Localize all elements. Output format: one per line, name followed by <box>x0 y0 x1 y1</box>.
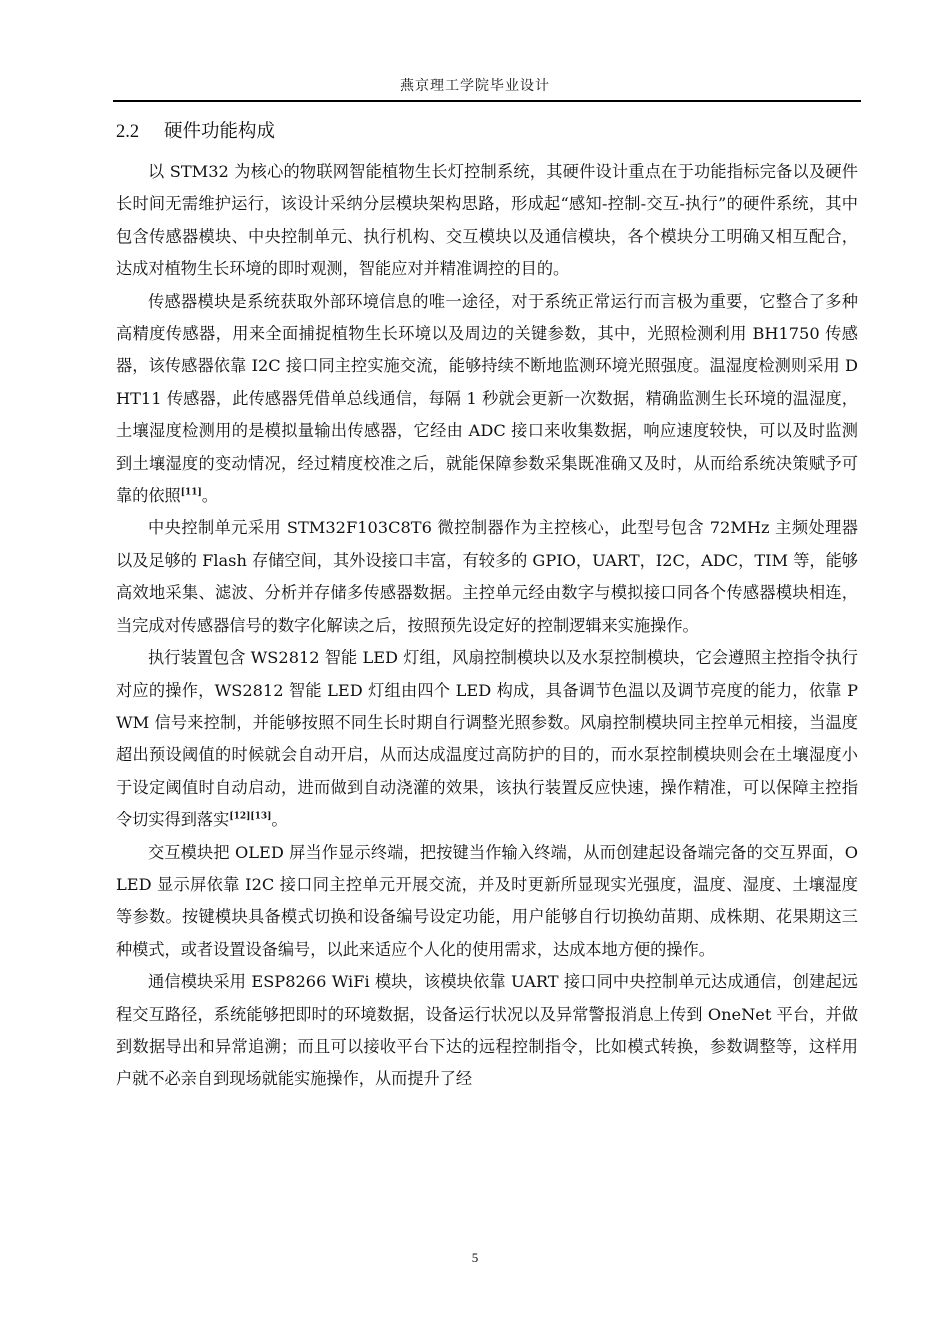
citation-ref: [12][13] <box>229 811 272 822</box>
section-heading <box>116 118 275 146</box>
header-rule <box>113 100 861 102</box>
paragraph-communication-module: 通信模块采用 ESP8266 WiFi 模块，该模块依靠 UART 接口同中央控制单元达成通信，创建起远程交互路径，系统能够把即时的环境数据，设备运行状况以及异常警报消息上传到 OneNet 平台，并做到数据导出和异常追溯；而且可以接收平台下达的远程控制指令，比如模式转换，参数调整等，这样用户就不必亲自到现场就能实施操作，从而提升了经 <box>116 972 858 1089</box>
body-text <box>116 156 858 1096</box>
paragraph-end: 。 <box>201 486 218 506</box>
section-number: 2.2 <box>116 122 140 142</box>
paragraph-text: 执行装置包含 WS2812 智能 LED 灯组，风扇控制模块以及水泵控制模块，它会遵照主控指令执行对应的操作，WS2812 智能 LED 灯组由四个 LED 构成，具备调节色温以及调节亮度的能力，依靠 PWM 信号来控制，并能够按照不同生长时期自行调整光照参数。风扇控制模块同主控单元相接，当温度超出预设阈值的时候就会自动开启，从而达成温度过高防护的目的，而水泵控制模块则会在土壤湿度小于设定阈值时自动启动，进而做到自动浇灌的效果，该执行装置反应快速，操作精准，可以保障主控指令切实得到落实 <box>116 648 858 830</box>
paragraph-sensor-module <box>116 286 858 513</box>
paragraph-end: 。 <box>271 810 288 830</box>
running-header: 燕京理工学院毕业设计 <box>400 78 550 94</box>
paragraph-overview: 以 STM32 为核心的物联网智能植物生长灯控制系统，其硬件设计重点在于功能指标完备以及硬件长时间无需维护运行，该设计采纳分层模块架构思路，形成起“感知-控制-交互-执行”的硬件系统，其中包含传感器模块、中央控制单元、执行机构、交互模块以及通信模块，各个模块分工明确又相互配合，达成对植物生长环境的即时观测，智能应对并精准调控的目的。 <box>116 162 858 279</box>
paragraph-text: 传感器模块是系统获取外部环境信息的唯一途径，对于系统正常运行而言极为重要，它整合了多种高精度传感器，用来全面捕捉植物生长环境以及周边的关键参数，其中，光照检测利用 BH1750 传感器，该传感器依靠 I2C 接口同主控实施交流，能够持续不断地监测环境光照强度。温湿度检测则采用 DHT11 传感器，此传感器凭借单总线通信，每隔 1 秒就会更新一次数据，精确监测生长环境的温湿度，土壤湿度检测用的是模拟量输出传感器，它经由 ADC 接口来收集数据，响应速度较快，可以及时监测到土壤湿度的变动情况，经过精度校准之后，就能保障参数采集既准确又及时，从而给系统决策赋予可靠的依照 <box>116 291 858 506</box>
paragraph-control-unit: 中央控制单元采用 STM32F103C8T6 微控制器作为主控核心，此型号包含 72MHz 主频处理器以及足够的 Flash 存储空间，其外设接口丰富，有较多的 GPIO，UART，I2C，ADC，TIM 等，能够高效地采集、滤波、分析并存储多传感器数据。主控单元经由数字与模拟接口同各个传感器模块相连，当完成对传感器信号的数字化解读之后，按照预先设定好的控制逻辑来实施操作。 <box>116 518 858 635</box>
paragraph-interaction-module: 交互模块把 OLED 屏当作显示终端，把按键当作输入终端，从而创建起设备端完备的交互界面，OLED 显示屏依靠 I2C 接口同主控单元开展交流，并及时更新所显现实光强度，温度、湿度、土壤湿度等参数。按键模块具备模式切换和设备编号设定功能，用户能够自行切换幼苗期、成株期、花果期这三种模式，或者设置设备编号，以此来适应个人化的使用需求，达成本地方便的操作。 <box>116 842 858 959</box>
section-title: 硬件功能构成 <box>164 121 276 142</box>
citation-ref: [11] <box>180 487 202 498</box>
paragraph-actuators <box>116 642 858 836</box>
page-number: 5 <box>471 1250 479 1265</box>
